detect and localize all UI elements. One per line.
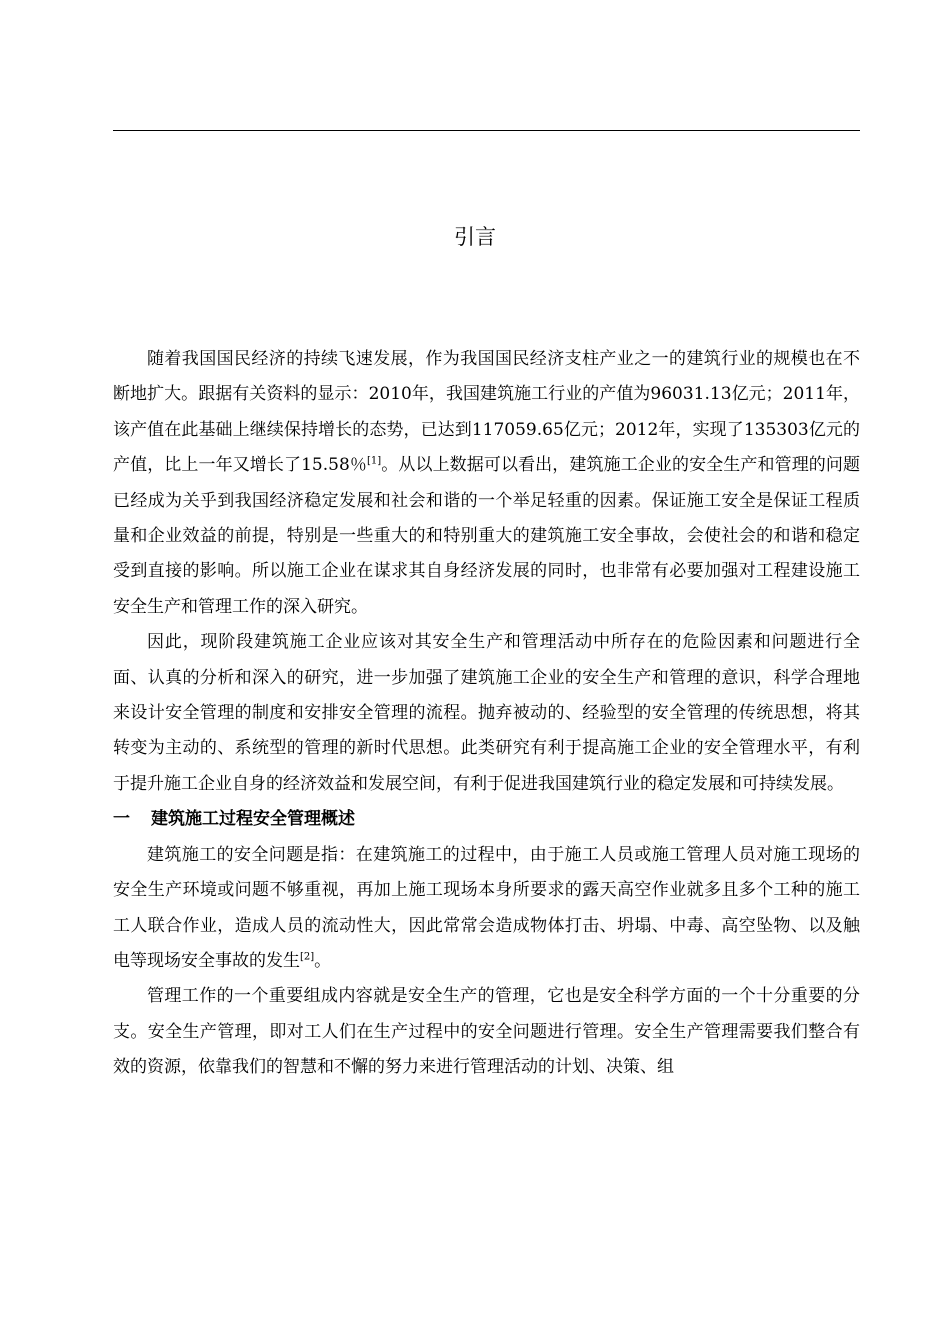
section-title: 建筑施工过程安全管理概述 (151, 809, 355, 830)
citation-marker: [2] (300, 951, 315, 963)
page-title: 引言 (454, 225, 496, 249)
paragraph-text: 管理工作的一个重要组成内容就是安全生产的管理，它也是安全科学方面的一个十分重要的分支。安全生产管理，即对工人们在生产过程中的安全问题进行管理。安全生产管理需要我们整合有效的资源，依靠我们的智慧和不懈的努力来进行管理活动的计划、决策、组 (113, 986, 860, 1078)
paragraph-text: 建筑施工的安全问题是指：在建筑施工的过程中，由于施工人员或施工管理人员对施工现场的安全生产环境或问题不够重视，再加上施工现场本身所要求的露天高空作业就多且多个工种的施工工人联合作业，造成人员的流动性大，因此常常会造成物体打击、坍塌、中毒、高空坠物、以及触电等现场安全事故的发生 (113, 844, 860, 971)
citation-marker: [1] (367, 455, 382, 467)
header-rule (113, 130, 860, 131)
paragraph-text: 因此，现阶段建筑施工企业应该对其安全生产和管理活动中所存在的危险因素和问题进行全面、认真的分析和深入的研究，进一步加强了建筑施工企业的安全生产和管理的意识，科学合理地来设计安全管理的制度和安排安全管理的流程。抛弃被动的、经验型的安全管理的传统思想，将其转变为主动的、系统型的管理的新时代思想。此类研究有利于提高施工企业的安全管理水平，有利于提升施工企业自身的经济效益和发展空间，有利于促进我国建筑行业的稳定发展和可持续发展。 (113, 632, 860, 794)
section-number: 一 (113, 809, 130, 830)
intro-paragraph-1 (113, 342, 860, 625)
document-body (113, 342, 860, 1086)
paragraph-text: 随着我国国民经济的持续飞速发展，作为我国国民经济支柱产业之一的建筑行业的规模也在不断地扩大。跟据有关资料的显示：2010年，我国建筑施工行业的产值为96031.13亿元；2011年，该产值在此基础上继续保持增长的态势，已达到117059.65亿元；2012年，实现了135303亿元的产值，比上一年又增长了15.58％ (113, 349, 860, 476)
section-paragraph-1 (113, 838, 860, 980)
paragraph-text-tail: 。 (314, 950, 332, 971)
section-heading (113, 802, 860, 837)
section-paragraph-2 (113, 979, 860, 1085)
intro-paragraph-2 (113, 625, 860, 802)
paragraph-text-tail: 。从以上数据可以看出，建筑施工企业的安全生产和管理的问题已经成为关乎到我国经济稳定发展和社会和谐的一个举足轻重的因素。保证施工安全是保证工程质量和企业效益的前提，特别是一些重大的和特别重大的建筑施工安全事故，会使社会的和谐和稳定受到直接的影响。所以施工企业在谋求其自身经济发展的同时，也非常有必要加强对工程建设施工安全生产和管理工作的深入研究。 (113, 455, 861, 617)
